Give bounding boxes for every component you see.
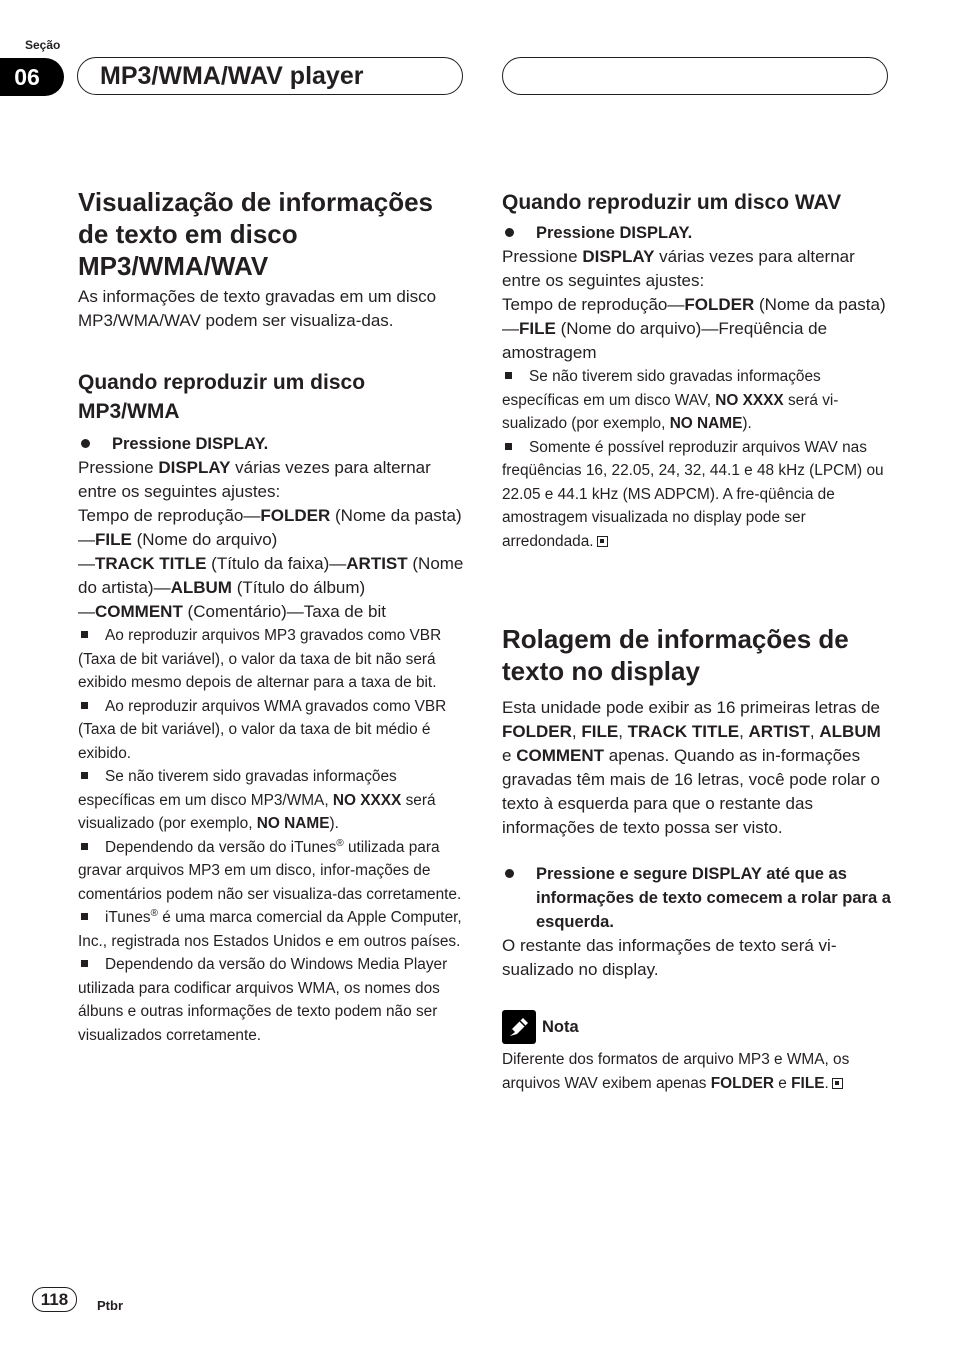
text-run: (Título da faixa)— [206, 554, 347, 573]
text-run: (Nome do artista)— [78, 554, 464, 597]
step-text: Pressione e segure DISPLAY até que as informações de texto comecem a rolar para a esquerda. [536, 865, 891, 931]
text-run: Dependendo da versão do iTunes [105, 838, 337, 856]
note-item [78, 836, 464, 907]
bold-term: FILE [581, 722, 619, 741]
text-run: Tempo de reprodução— [78, 506, 261, 525]
page-number: 118 [32, 1287, 77, 1312]
text-run: Diferente dos formatos de arquivo MP3 e WMA, os arquivos WAV exibem apenas [502, 1051, 850, 1092]
intro-paragraph: As informações de texto gravadas em um disco MP3/WMA/WAV podem ser visualiza-das. [78, 287, 437, 330]
language-code: Ptbr [97, 1298, 123, 1313]
bold-term: COMMENT [516, 746, 605, 765]
bold-term: DISPLAY [158, 458, 231, 477]
square-bullet-icon [81, 772, 88, 779]
bold-term: NO NAME [256, 815, 330, 832]
text-run: — [78, 602, 95, 621]
left-column [78, 186, 464, 1047]
chapter-title: MP3/WMA/WAV player [100, 62, 364, 90]
text-run: iTunes [105, 909, 151, 926]
step-text: Pressione DISPLAY. [112, 435, 269, 453]
step-press-hold-display [502, 862, 892, 934]
square-bullet-icon [81, 913, 88, 920]
text-run: , [571, 722, 582, 741]
square-bullet-icon [505, 443, 512, 450]
note-item [502, 436, 892, 554]
note-item [78, 953, 464, 1047]
bold-term: ARTIST [748, 722, 810, 741]
bullet-icon [505, 228, 514, 237]
header-empty-box [502, 57, 888, 95]
note-title: Nota [542, 1017, 579, 1036]
section-number-badge: 06 [0, 58, 64, 96]
text-run: (Título do álbum) [231, 578, 366, 597]
section-heading-text-display: Visualização de informações de texto em disco MP3/WMA/WAV [78, 187, 433, 281]
step-text: Pressione DISPLAY. [536, 224, 693, 242]
text-run: é uma marca comercial da Apple Computer, Inc., registrada nos Estados Unidos e em outros países. [78, 909, 462, 950]
subheading-mp3-wma: Quando reproduzir um disco MP3/WMA [78, 371, 366, 423]
text-run: , [618, 722, 628, 741]
text-run: ). [742, 415, 752, 432]
section-heading-scroll-text: Rolagem de informações de texto no display [502, 624, 849, 686]
text-run: Pressione [502, 247, 583, 266]
bold-term: FILE [791, 1074, 825, 1092]
chapter-title-box [77, 57, 463, 95]
end-mark-icon [832, 1078, 843, 1089]
text-run: — [78, 554, 95, 573]
text-run: , [809, 722, 820, 741]
text-run: (Nome do arquivo)—Freqüência de amostragem [502, 319, 828, 362]
bold-term: ALBUM [819, 722, 881, 741]
square-bullet-icon [81, 843, 88, 850]
text-run: (Comentário)—Taxa de bit [182, 602, 386, 621]
mp3-wma-notes [78, 624, 464, 1047]
note-item [78, 695, 464, 766]
square-bullet-icon [81, 702, 88, 709]
text-run: Esta unidade pode exibir as 16 primeiras letras de [502, 698, 880, 717]
bullet-icon [81, 439, 90, 448]
wav-body [502, 245, 892, 365]
text-run: várias vezes para alternar entre os seguintes ajustes: [78, 458, 431, 501]
text-run: várias vezes para alternar entre os seguintes ajustes: [502, 247, 855, 290]
text-run: e [774, 1074, 792, 1092]
text-run: Somente é possível reproduzir arquivos WAV nas freqüências 16, 22.05, 24, 32, 44.1 e 48 kHz (LPCM) ou 22.05 e 44.1 kHz (MS ADPCM). A fre-qüência de amostragem visualizada no display pode ser arredondada. [502, 438, 884, 550]
bold-term: ARTIST [346, 554, 408, 573]
mp3-wma-body [78, 456, 464, 624]
bold-term: FOLDER [684, 295, 755, 314]
note-header [502, 1010, 892, 1044]
step-press-display [78, 432, 464, 456]
right-column [502, 186, 892, 1095]
square-bullet-icon [81, 631, 88, 638]
bold-term: TRACK TITLE [95, 554, 207, 573]
text-run: (Nome da pasta)— [78, 506, 462, 549]
note-pencil-icon [502, 1010, 536, 1044]
bold-term: COMMENT [95, 602, 183, 621]
bold-term: DISPLAY [582, 247, 655, 266]
text-run: , [739, 722, 749, 741]
bold-term: NO NAME [669, 415, 743, 432]
text-run: (Nome do arquivo) [131, 530, 278, 549]
text-run: ® [336, 837, 344, 849]
note-item [78, 624, 464, 695]
bold-term: FILE [519, 319, 556, 338]
text-run: Tempo de reprodução— [502, 295, 685, 314]
bold-term: NO XXXX [715, 391, 784, 409]
section-label: Seção [25, 38, 61, 52]
scroll-intro-paragraph [502, 696, 892, 840]
wav-notes [502, 365, 892, 553]
bold-term: TRACK TITLE [627, 722, 740, 741]
note-item [78, 906, 464, 953]
text-run: Se não tiverem sido gravadas informações específicas em um disco WAV, [502, 368, 821, 409]
end-mark-icon [597, 536, 608, 547]
text-run: e [502, 746, 517, 765]
text-run: Se não tiverem sido gravadas informações específicas em um disco MP3/WMA, [78, 768, 397, 809]
note-item [78, 765, 464, 836]
bold-term: FILE [95, 530, 132, 549]
bold-term: FOLDER [502, 722, 572, 741]
bold-term: ALBUM [170, 578, 232, 597]
text-run: (Nome da pasta)— [502, 295, 886, 338]
bold-term: FOLDER [710, 1074, 775, 1092]
note-item [502, 365, 892, 436]
text-run: utilizada para gravar arquivos MP3 em um disco, infor-mações de comentários podem não ser visualiza-das corretamente. [78, 838, 462, 903]
bold-term: FOLDER [260, 506, 331, 525]
text-run: Ao reproduzir arquivos WMA gravados como VBR (Taxa de bit variável), o valor da taxa de bit médio é exibido. [78, 697, 447, 762]
text-run: Dependendo da versão do Windows Media Player utilizada para codificar arquivos WMA, os nomes dos álbuns e outras informações de texto podem não ser visualizados corretamente. [78, 956, 448, 1044]
text-run: Pressione [78, 458, 159, 477]
step2-result: O restante das informações de texto será vi-sualizado no display. [502, 936, 837, 979]
note-body [502, 1048, 892, 1095]
square-bullet-icon [81, 960, 88, 967]
text-run: ). [329, 815, 339, 832]
text-run: apenas. Quando as in-formações gravadas têm mais de 16 letras, você pode rolar o texto à esquerda para que o restante das informações de texto possa ser visto. [502, 746, 880, 837]
square-bullet-icon [505, 372, 512, 379]
text-run: ® [150, 907, 158, 919]
bold-term: NO XXXX [332, 791, 402, 809]
subheading-wav: Quando reproduzir um disco WAV [502, 191, 842, 214]
text-run: . [824, 1074, 829, 1092]
text-run: Ao reproduzir arquivos MP3 gravados como VBR (Taxa de bit variável), o valor da taxa de bit não será exibido mesmo depois de alternar para a taxa de bit. [78, 627, 442, 691]
step-press-display-wav [502, 221, 892, 245]
bullet-icon [505, 869, 514, 878]
text-run: será vi-sualizado (por exemplo, [502, 391, 839, 432]
text-run: será visualizado (por exemplo, [78, 791, 436, 832]
